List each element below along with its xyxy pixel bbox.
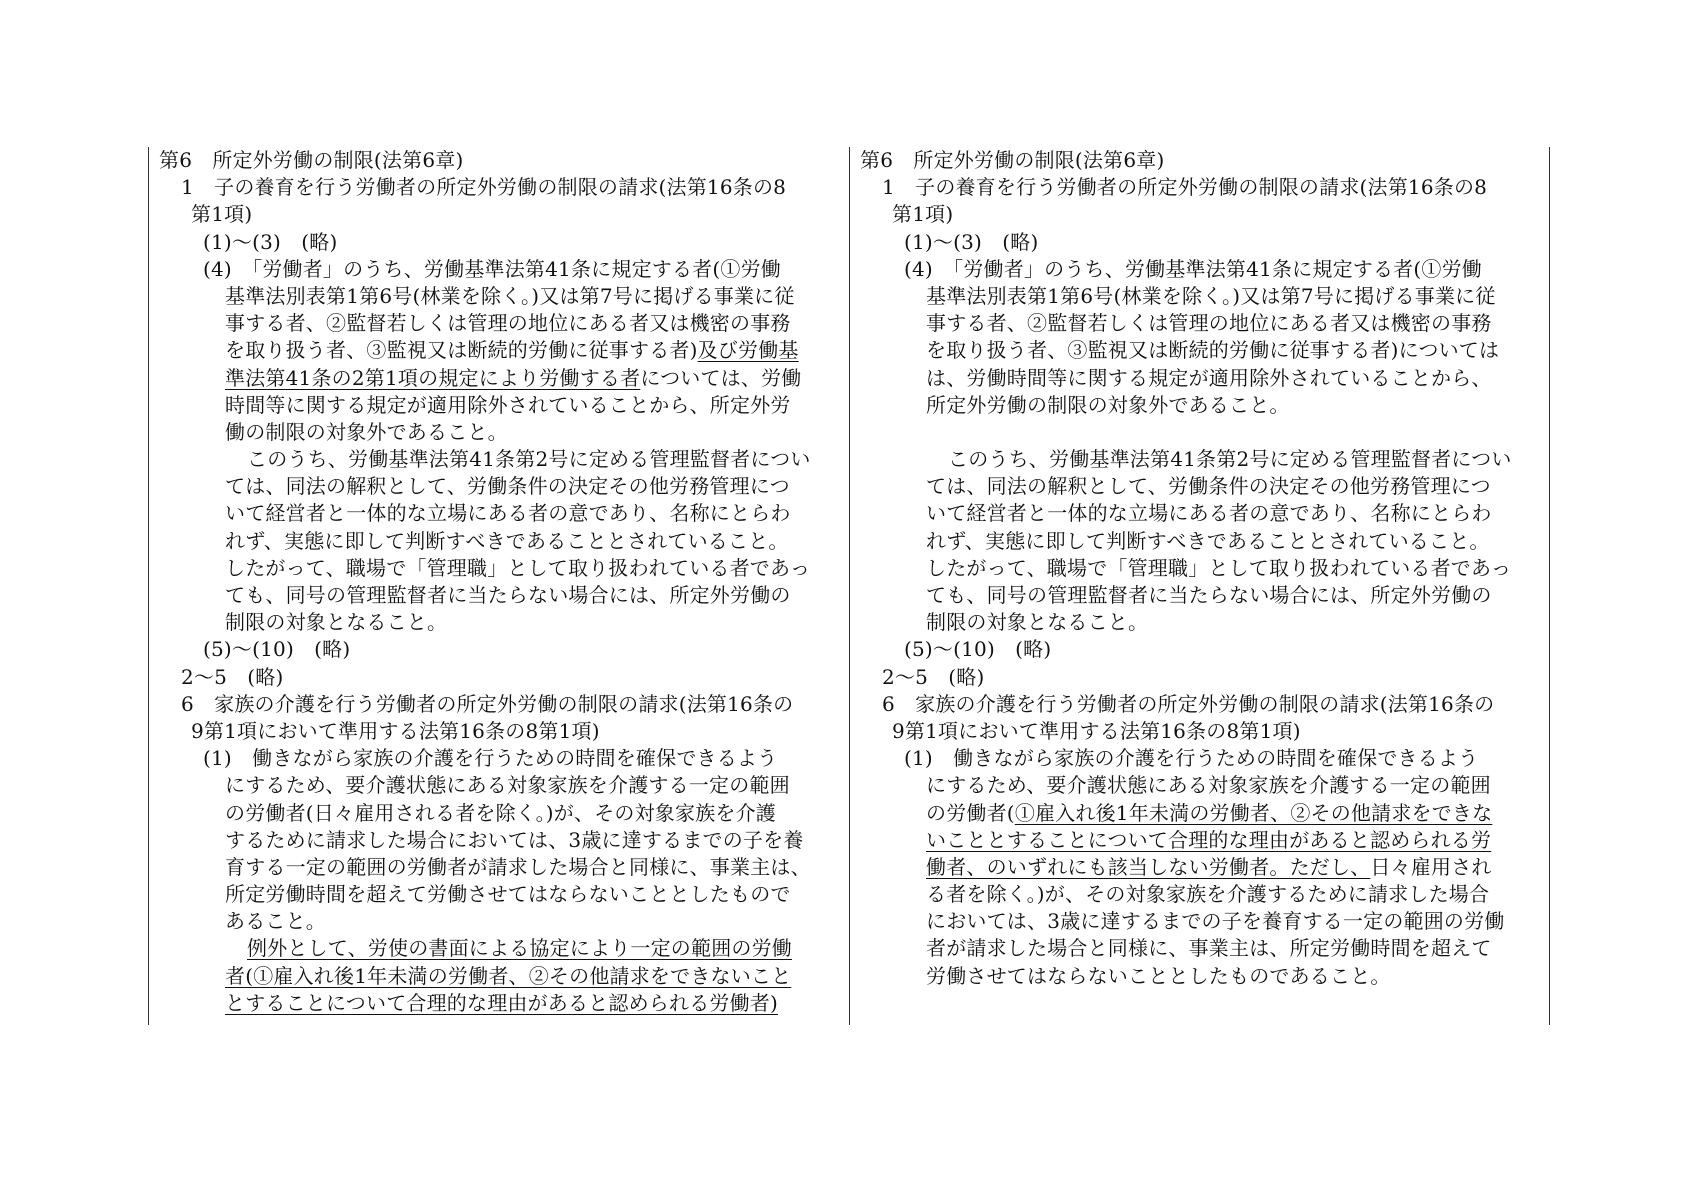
text-line xyxy=(159,201,849,228)
text-segment: このうち、労働基準法第41条第2号に定める管理監督者につい xyxy=(948,447,1512,472)
text-segment: については、労働 xyxy=(640,365,802,390)
text-line xyxy=(159,446,849,473)
text-segment: ては、同法の解釈として、労働条件の決定その他労務管理につ xyxy=(926,474,1491,499)
text-line xyxy=(159,256,849,283)
text-line xyxy=(860,147,1549,174)
text-segment: (1)～(3) (略) xyxy=(904,229,1039,254)
text-line xyxy=(159,745,849,772)
text-line xyxy=(159,229,849,256)
comparison-table xyxy=(148,147,1550,1025)
text-line xyxy=(159,500,849,527)
text-line xyxy=(159,990,849,1017)
left-column xyxy=(148,147,849,1025)
text-line xyxy=(860,745,1549,772)
text-segment: いて経営者と一体的な立場にある者の意であり、名称にとらわ xyxy=(926,501,1492,526)
text-line xyxy=(159,718,849,745)
right-column xyxy=(849,147,1550,1025)
text-segment: ても、同号の管理監督者に当たらない場合には、所定外労働の xyxy=(225,583,791,607)
text-segment: (4) 「労働者」のうち、労働基準法第41条に規定する者(①労働 xyxy=(904,256,1482,281)
text-line xyxy=(159,963,849,990)
text-segment: 労働させてはならないこととしたものであること。 xyxy=(926,963,1391,988)
text-line xyxy=(159,881,849,908)
underlined-amendment: 者(①雇入れ後1年未満の労働者、②その他請求をできないこと xyxy=(225,963,792,988)
text-line xyxy=(159,473,849,500)
text-segment: 第6 所定外労働の制限(法第6章) xyxy=(860,148,1165,172)
text-segment: ても、同号の管理監督者に当たらない場合には、所定外労働の xyxy=(926,583,1492,607)
text-segment: 者が請求した場合と同様に、事業主は、所定労働時間を超えて xyxy=(926,936,1492,961)
text-line xyxy=(860,201,1549,228)
text-line xyxy=(159,174,849,201)
text-line xyxy=(860,881,1549,908)
text-segment: 1 子の養育を行う労働者の所定外労働の制限の請求(法第16条の8 xyxy=(882,175,1488,200)
text-line xyxy=(860,636,1549,663)
text-segment: するために請求した場合においては、3歳に達するまでの子を養 xyxy=(225,827,804,852)
underlined-amendment: 働者、のいずれにも該当しない労働者。ただし、 xyxy=(926,854,1371,879)
text-line xyxy=(860,283,1549,310)
text-segment: の労働者( xyxy=(926,800,1015,825)
text-segment: は、労働時間等に関する規定が適用除外されていることから、 xyxy=(926,365,1492,390)
text-line xyxy=(860,664,1549,691)
text-line xyxy=(860,800,1549,827)
text-line xyxy=(860,229,1549,256)
text-segment: ては、同法の解釈として、労働条件の決定その他労務管理につ xyxy=(225,474,790,499)
text-line xyxy=(159,800,849,827)
text-line xyxy=(159,365,849,392)
text-line xyxy=(860,718,1549,745)
text-line xyxy=(159,827,849,854)
text-segment: あること。 xyxy=(225,909,326,934)
text-segment: 所定外労働の制限の対象外であること。 xyxy=(926,392,1290,417)
text-segment: 基準法別表第1第6号(林業を除く。)又は第7号に掲げる事業に従 xyxy=(926,283,1496,308)
text-segment: 2～5 (略) xyxy=(882,664,985,689)
text-line xyxy=(860,337,1549,364)
text-line xyxy=(860,446,1549,473)
text-segment: 第1項) xyxy=(892,202,954,227)
text-segment: このうち、労働基準法第41条第2号に定める管理監督者につい xyxy=(247,447,811,472)
text-line xyxy=(860,365,1549,392)
text-segment: (1) 働きながら家族の介護を行うための時間を確保できるよう xyxy=(203,746,778,771)
text-segment: したがって、職場で「管理職」として取り扱われている者であっ xyxy=(225,555,811,580)
text-line xyxy=(159,147,849,174)
text-line xyxy=(159,854,849,881)
text-line xyxy=(860,935,1549,962)
text-segment: 働の制限の対象外であること。 xyxy=(225,419,508,444)
text-line xyxy=(159,582,849,609)
text-line xyxy=(159,392,849,419)
text-segment: したがって、職場で「管理職」として取り扱われている者であっ xyxy=(926,555,1512,580)
underlined-amendment: 準法第41条の2第1項の規定により労働する者 xyxy=(225,365,641,390)
text-segment: (5)～(10) (略) xyxy=(203,637,351,662)
text-line xyxy=(860,392,1549,419)
text-segment: 2～5 (略) xyxy=(181,664,284,689)
text-segment: (1)～(3) (略) xyxy=(203,229,338,254)
underlined-amendment: ①雇入れ後1年未満の労働者、②その他請求をできな xyxy=(1014,800,1493,825)
text-segment: 事する者、②監督若しくは管理の地位にある者又は機密の事務 xyxy=(225,311,791,336)
text-segment: 時間等に関する規定が適用除外されていることから、所定外労 xyxy=(225,392,791,417)
text-segment: 制限の対象となること。 xyxy=(225,610,448,635)
text-line xyxy=(159,609,849,636)
text-line xyxy=(860,555,1549,582)
underlined-amendment: とすることについて合理的な理由があると認められる労働者) xyxy=(225,990,779,1015)
text-segment: 事する者、②監督若しくは管理の地位にある者又は機密の事務 xyxy=(926,311,1492,336)
blank-line xyxy=(860,419,1549,446)
text-line xyxy=(159,419,849,446)
text-line xyxy=(860,609,1549,636)
text-segment: 1 子の養育を行う労働者の所定外労働の制限の請求(法第16条の8 xyxy=(181,175,787,200)
text-segment: 育する一定の範囲の労働者が請求した場合と同様に、事業主は、 xyxy=(225,854,811,879)
text-segment: においては、3歳に達するまでの子を養育する一定の範囲の労働 xyxy=(926,909,1505,934)
text-segment: 基準法別表第1第6号(林業を除く。)又は第7号に掲げる事業に従 xyxy=(225,283,795,308)
text-line xyxy=(860,854,1549,881)
underlined-amendment: 例外として、労使の書面による協定により一定の範囲の労働 xyxy=(247,936,792,961)
text-segment: 9第1項において準用する法第16条の8第1項) xyxy=(892,718,1301,743)
text-segment: を取り扱う者、③監視又は断続的労働に従事する者) xyxy=(225,338,698,363)
text-segment: 所定労働時間を超えて労働させてはならないこととしたもので xyxy=(225,882,791,907)
text-segment: 6 家族の介護を行う労働者の所定外労働の制限の請求(法第16条の xyxy=(882,691,1495,716)
text-segment: る者を除く。)が、その対象家族を介護するために請求した場合 xyxy=(926,882,1490,907)
underlined-amendment: 及び労働基 xyxy=(697,338,799,363)
text-line xyxy=(159,555,849,582)
text-line xyxy=(159,772,849,799)
text-line xyxy=(159,337,849,364)
text-segment: を取り扱う者、③監視又は断続的労働に従事する者)については xyxy=(926,338,1500,363)
text-segment: (4) 「労働者」のうち、労働基準法第41条に規定する者(①労働 xyxy=(203,256,781,281)
text-segment: (5)～(10) (略) xyxy=(904,637,1052,662)
text-segment: 第1項) xyxy=(191,202,253,227)
text-line xyxy=(159,935,849,962)
text-line xyxy=(860,772,1549,799)
text-line xyxy=(860,256,1549,283)
text-line xyxy=(159,691,849,718)
text-segment: にするため、要介護状態にある対象家族を介護する一定の範囲 xyxy=(225,773,790,798)
text-line xyxy=(159,636,849,663)
text-line xyxy=(860,174,1549,201)
text-segment: れず、実態に即して判断すべきであることとされていること。 xyxy=(225,528,789,553)
text-line xyxy=(860,310,1549,337)
text-segment: (1) 働きながら家族の介護を行うための時間を確保できるよう xyxy=(904,746,1479,771)
text-line xyxy=(159,664,849,691)
text-line xyxy=(860,827,1549,854)
text-line xyxy=(860,691,1549,718)
text-line xyxy=(159,908,849,935)
text-line xyxy=(860,473,1549,500)
text-line xyxy=(159,528,849,555)
text-line xyxy=(860,500,1549,527)
text-segment: いて経営者と一体的な立場にある者の意であり、名称にとらわ xyxy=(225,501,791,526)
text-line xyxy=(860,908,1549,935)
text-segment: の労働者(日々雇用される者を除く。)が、その対象家族を介護 xyxy=(225,800,777,825)
text-segment: 第6 所定外労働の制限(法第6章) xyxy=(159,148,464,172)
text-segment: れず、実態に即して判断すべきであることとされていること。 xyxy=(926,528,1490,553)
text-segment: 9第1項において準用する法第16条の8第1項) xyxy=(191,718,600,743)
text-line xyxy=(860,963,1549,990)
underlined-amendment: いこととすることについて合理的な理由があると認められる労 xyxy=(926,827,1492,852)
text-line xyxy=(860,582,1549,609)
text-segment: にするため、要介護状態にある対象家族を介護する一定の範囲 xyxy=(926,773,1491,798)
text-segment: 制限の対象となること。 xyxy=(926,610,1149,635)
text-line xyxy=(159,310,849,337)
text-segment: 6 家族の介護を行う労働者の所定外労働の制限の請求(法第16条の xyxy=(181,691,794,716)
text-segment: 日々雇用され xyxy=(1370,854,1492,879)
text-line xyxy=(159,283,849,310)
text-line xyxy=(860,528,1549,555)
